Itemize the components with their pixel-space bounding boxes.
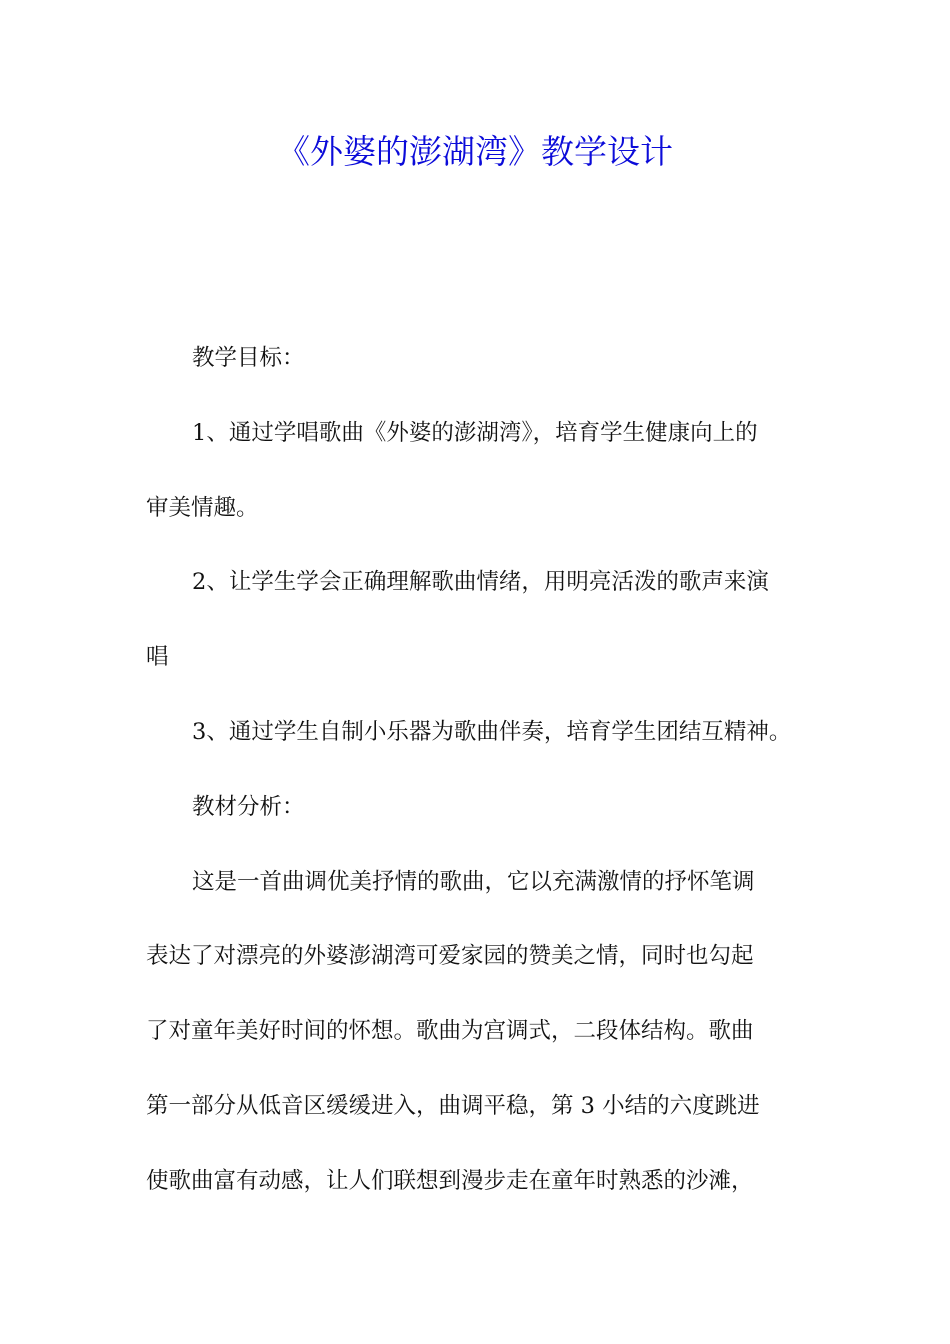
document-body [146,340,811,1238]
text-line: 3、通过学生自制小乐器为歌曲伴奏，培育学生团结互精神。 [192,718,792,745]
text-line: 审美情趣。 [146,494,259,521]
text-line: 了对童年美好时间的怀想。歌曲为宫调式，二段体结构。歌曲 [146,1018,754,1045]
text-line: 表达了对漂亮的外婆澎湖湾可爱家园的赞美之情，同时也勾起 [146,943,754,970]
text-line: 教学目标： [192,345,305,371]
text-line: 第一部分从低音区缓缓进入，曲调平稳，第 3 小结的六度跳进 [146,1092,760,1119]
text-line: 教材分析： [192,793,305,820]
text-line: 唱 [146,644,169,671]
document-title: 《外婆的澎湖湾》教学设计 [277,132,673,171]
text-line: 2、让学生学会正确理解歌曲情绪，用明亮活泼的歌声来演 [192,569,769,596]
text-line: 1、通过学唱歌曲《外婆的澎湖湾》，培育学生健康向上的 [192,419,758,446]
text-line: 这是一首曲调优美抒情的歌曲，它以充满激情的抒怀笔调 [192,868,755,895]
text-line: 使歌曲富有动感，让人们联想到漫步走在童年时熟悉的沙滩， [146,1167,754,1194]
